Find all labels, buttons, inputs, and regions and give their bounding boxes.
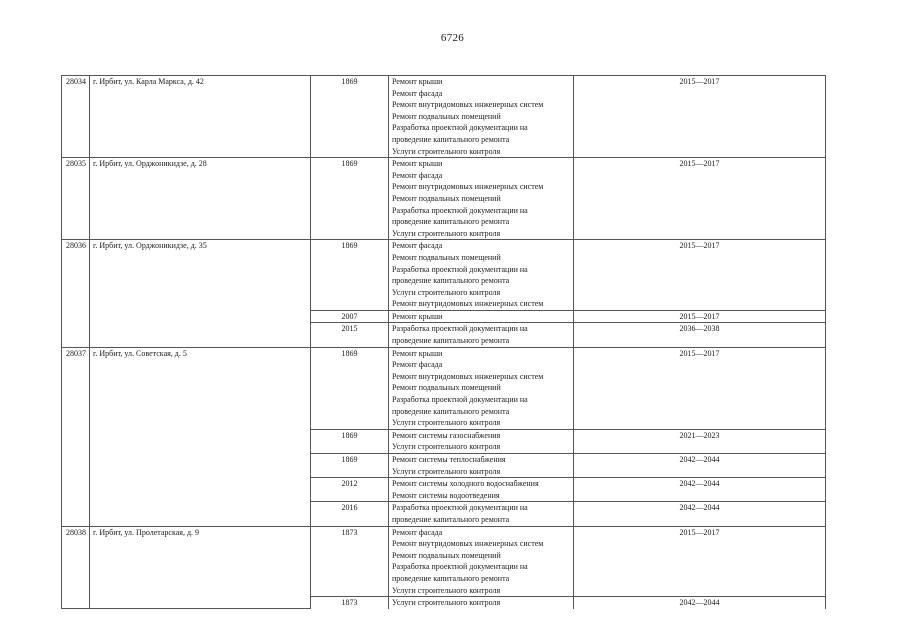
work-item: Услуги строительного контроля xyxy=(392,442,501,452)
work-item: Ремонт фасада xyxy=(392,241,443,251)
work-item: Ремонт крыши xyxy=(392,311,443,321)
period: 2015—2017 xyxy=(574,76,826,158)
work-item: Ремонт фасада xyxy=(392,170,443,180)
house-number: 28034 xyxy=(62,76,90,158)
table-row xyxy=(62,240,826,311)
work-item: Ремонт системы водоотведения xyxy=(392,490,500,500)
works-list xyxy=(389,454,574,478)
period: 2021—2023 xyxy=(574,429,826,453)
work-item: Ремонт подвальных помещений xyxy=(392,193,501,203)
year: 2016 xyxy=(311,502,389,526)
period: 2015—2017 xyxy=(574,240,826,311)
work-item: Услуги строительного контроля xyxy=(392,585,501,595)
work-item: Услуги строительного контроля xyxy=(392,228,501,238)
year: 2007 xyxy=(311,310,389,323)
page-number: 6726 xyxy=(440,32,465,44)
works-list xyxy=(389,597,574,609)
work-item: проведение капитального ремонта xyxy=(392,217,510,227)
table-row xyxy=(62,158,826,240)
address: г. Ирбит, ул. Орджоникидзе, д. 35 xyxy=(90,240,311,347)
work-item: Услуги строительного контроля xyxy=(392,287,501,297)
work-item: Услуги строительного контроля xyxy=(392,146,501,156)
year: 2012 xyxy=(311,478,389,502)
work-item: Услуги строительного контроля xyxy=(392,466,501,476)
address: г. Ирбит, ул. Карла Маркса, д. 42 xyxy=(90,76,311,158)
table-row xyxy=(62,347,826,429)
work-item: Ремонт внутридомовых инженерных систем xyxy=(392,299,544,309)
work-item: Ремонт фасада xyxy=(392,527,443,537)
period: 2036—2038 xyxy=(574,323,826,347)
period: 2042—2044 xyxy=(574,454,826,478)
year: 1869 xyxy=(311,347,389,429)
work-item: Ремонт крыши xyxy=(392,159,443,169)
house-number: 28038 xyxy=(62,526,90,609)
period: 2042—2044 xyxy=(574,502,826,526)
period: 2015—2017 xyxy=(574,526,826,597)
work-item: Разработка проектной документации на xyxy=(392,503,528,513)
work-item: Ремонт внутридомовых инженерных систем xyxy=(392,539,544,549)
table-row xyxy=(62,526,826,597)
house-number: 28036 xyxy=(62,240,90,347)
work-item: Ремонт системы холодного водоснабжения xyxy=(392,479,539,489)
work-item: Ремонт подвальных помещений xyxy=(392,252,501,262)
works-list xyxy=(389,240,574,311)
works-list xyxy=(389,347,574,429)
work-item: Ремонт внутридомовых инженерных систем xyxy=(392,100,544,110)
year: 2015 xyxy=(311,323,389,347)
works-list xyxy=(389,502,574,526)
year: 1869 xyxy=(311,76,389,158)
work-item: Разработка проектной документации на xyxy=(392,264,528,274)
address: г. Ирбит, ул. Советская, д. 5 xyxy=(90,347,311,526)
work-item: Ремонт крыши xyxy=(392,348,443,358)
house-number: 28035 xyxy=(62,158,90,240)
work-item: Разработка проектной документации на xyxy=(392,123,528,133)
year: 1869 xyxy=(311,454,389,478)
work-item: проведение капитального ремонта xyxy=(392,406,510,416)
year: 1869 xyxy=(311,240,389,311)
year: 1869 xyxy=(311,429,389,453)
house-number: 28037 xyxy=(62,347,90,526)
works-list xyxy=(389,429,574,453)
work-item: Ремонт внутридомовых инженерных систем xyxy=(392,371,544,381)
year: 1873 xyxy=(311,526,389,597)
works-list xyxy=(389,526,574,597)
repair-plan-table xyxy=(61,75,826,609)
work-item: Ремонт системы теплоснабжения xyxy=(392,455,506,464)
work-item: Ремонт крыши xyxy=(392,77,443,86)
year: 1873 xyxy=(311,597,389,609)
work-item: проведение капитального ремонта xyxy=(392,276,510,286)
work-item: Ремонт подвальных помещений xyxy=(392,550,501,560)
period: 2042—2044 xyxy=(574,478,826,502)
address: г. Ирбит, ул. Пролетарская, д. 9 xyxy=(90,526,311,609)
work-item: Ремонт системы газоснабжения xyxy=(392,430,501,440)
works-list xyxy=(389,310,574,323)
period: 2042—2044 xyxy=(574,597,826,609)
work-item: Ремонт фасада xyxy=(392,360,443,370)
works-list xyxy=(389,478,574,502)
period: 2015—2017 xyxy=(574,310,826,323)
table-row xyxy=(62,76,826,158)
work-item: Услуги строительного контроля xyxy=(392,418,501,428)
work-item: Ремонт подвальных помещений xyxy=(392,383,501,393)
period: 2015—2017 xyxy=(574,158,826,240)
period: 2015—2017 xyxy=(574,347,826,429)
year: 1869 xyxy=(311,158,389,240)
works-list xyxy=(389,323,574,347)
work-item: Услуги строительного контроля xyxy=(392,598,501,608)
work-item: проведение капитального ремонта xyxy=(392,336,510,346)
works-list xyxy=(389,158,574,240)
work-item: проведение капитального ремонта xyxy=(392,514,510,524)
work-item: проведение капитального ремонта xyxy=(392,134,510,144)
work-item: Разработка проектной документации на xyxy=(392,324,528,334)
work-item: Разработка проектной документации на xyxy=(392,395,528,405)
work-item: Ремонт подвальных помещений xyxy=(392,111,501,121)
address: г. Ирбит, ул. Орджоникидзе, д. 28 xyxy=(90,158,311,240)
works-list xyxy=(389,76,574,158)
work-item: Ремонт фасада xyxy=(392,88,443,98)
work-item: проведение капитального ремонта xyxy=(392,573,510,583)
work-item: Ремонт внутридомовых инженерных систем xyxy=(392,182,544,192)
work-item: Разработка проектной документации на xyxy=(392,205,528,215)
work-item: Разработка проектной документации на xyxy=(392,562,528,572)
